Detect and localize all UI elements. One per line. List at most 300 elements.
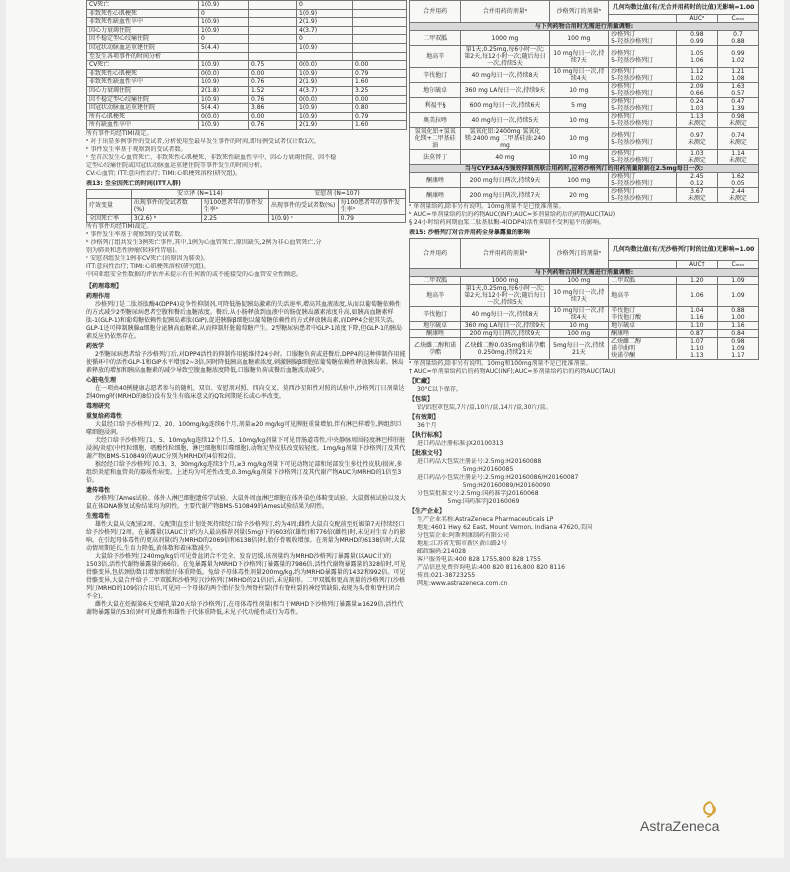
table-cell <box>353 35 407 44</box>
t13-cell: 1(0.9) ᶜ <box>268 214 338 223</box>
table-cell: 0(0.0) <box>297 61 353 70</box>
t13-cell: 0.79 <box>338 214 405 223</box>
table-cell: 1(0.9) <box>297 112 353 121</box>
paragraph: 猴经经口给予沙格列汀0.3、3、30mg/kg连续3个月,≥3 mg/kg剂量下可见动物足部和尾部发生多灶性皮肤/损害,多组织炎症和血管炎的器质性病变。上述均为可逆性改变,0.3mg/kg剂量下沙格列汀及其代谢产物AUC为MRHD的1倍至3倍。 <box>86 461 403 485</box>
table-row <box>410 98 759 113</box>
table-cell: 二甲双胍 <box>410 277 461 285</box>
table-cell: 非致死性心肌梗死 <box>87 69 199 78</box>
t14-empty <box>609 15 677 23</box>
section-heading: 遗传毒性 <box>86 487 111 495</box>
t15-col4: 几何均数比值(有/无沙格列汀时的比值)无影响=1.00 <box>609 239 759 261</box>
t13-group2: 安慰剂 (N=107) <box>268 189 405 198</box>
table-cell: 利福平§ <box>410 98 461 113</box>
table-row <box>87 121 407 130</box>
t15-col3: 沙格列汀的剂量ᵃ <box>549 239 609 269</box>
table-row <box>410 68 759 83</box>
table-cell: 0.76 <box>249 95 297 104</box>
footnote: CV:心血管; ITT:意向性治疗; TIMI:心肌梗死溶栓(研究组)。 <box>86 169 242 177</box>
table-cell: 沙格列汀 5-羟基沙格列汀 <box>609 128 677 150</box>
table-cell: 0.00 <box>353 61 407 70</box>
info-line: 铝/铝泡罩包装,7片/盒,10片/盒,14片/盒,30片/盒。 <box>417 404 552 411</box>
table-cell: 5mg每日一次,持续21天 <box>549 338 609 360</box>
table-row <box>410 46 759 68</box>
table-cell: 1.04 1.16 <box>676 307 717 322</box>
table-cell: 1000 mg <box>461 277 549 285</box>
paragraph: 沙格列汀是二肽基肽酶4(DPP4)竞争性抑制剂,可降低肠促胰岛激素的失活速率,增高其血液浓度,从而以葡萄糖依赖性的方式减少2型糖尿病患者空腹和餐后血糖浓度。餐后,从小肠释放到血液中的肠促胰岛激素浓度升高,如胰高血糖素样肽-1(GLP-1)和葡萄糖依赖性促胰岛素肽(GIP),促进胰腺β细胞以葡萄糖依赖性的方式释放胰岛素,而DPP4会使其失活。GLP-1还可抑制胰腺α细胞分泌胰高血糖素,从而抑制肝脏葡萄糖产生。2型糖尿病患者中GLP-1浓度下降,但GLP-1的胰岛素反应仍依然存在。 <box>86 301 402 341</box>
table15 <box>409 238 759 360</box>
table-cell: 地高辛 <box>410 285 461 307</box>
table-cell: 0.98 1.09 1.17 <box>717 338 758 360</box>
t14-col3: 沙格列汀的剂量ᵃ <box>549 1 609 23</box>
t15-col1: 合并用药 <box>410 239 461 269</box>
table-cell: 5(4.4) <box>199 104 249 113</box>
table-cell: 2.45 0.12 <box>676 173 717 188</box>
table-cell: 氢氧化铝:2400mg 氢氧化镁:2400 mg 二甲基硅油:240 mg <box>461 128 549 150</box>
table-cell: 4(3.7) <box>297 26 353 35</box>
table-cell: 乙炔雌二醇0.035mg和诺孕酯0.250mg,持续21天 <box>461 338 549 360</box>
info-line: 地址:4601 Hwy 62 East, Mount Vernon, Indiana 47620,美国 <box>417 524 592 531</box>
info-line: 进口药品注册标准:JX20100313 <box>417 440 504 447</box>
table-cell: 第1天,0.25mg,每6小时一次;第2天,每12小时一次;随后每日一次,持续5天 <box>461 46 549 68</box>
table-cell: 100 mg <box>549 173 609 188</box>
footnote: ᵇ 事件发生率基于观察到的受试者数。 <box>86 145 187 153</box>
table-cell: 0.84 <box>717 330 758 338</box>
info-line: 邮政编码:214028 <box>417 548 466 555</box>
table-cell: 0.97 未测定 <box>676 128 717 150</box>
table-cell <box>249 9 297 18</box>
table-cell: 地高辛 <box>410 46 461 68</box>
table13 <box>86 189 406 223</box>
table-cell: 1.06 <box>676 285 717 307</box>
table-cell: 1.16 <box>717 322 758 330</box>
table-row <box>87 35 407 44</box>
swirl-icon <box>698 800 722 820</box>
t13-cell: 2.25 <box>201 214 268 223</box>
t14-section-2: 当与CYP3A4/5强效抑制剂联合用药时,应将沙格列汀的用药剂量限制在2.5mg每日一次: <box>410 165 759 173</box>
footnote: ᵃ 事件发生率基于观察到的受试者数。 <box>86 231 187 239</box>
table-cell <box>353 43 407 52</box>
paragraph: 犬经口给予沙格列汀1、5、10mg/kg连续12个月,5、10mg/kg剂量下可见胃肠道毒性,中央静脉周围轻度淋巴样肝脏浸润/炎症(中性粒细胞、嗜酸性粒细胞、淋巴细胞和巨噬细胞),动物足垫皮肤改变较轻度。1mg/kg剂量下沙格列汀及其代谢产物(BMS-510849)的AUC分别为MRHD的4倍和2倍。 <box>86 437 406 461</box>
table-cell: 1.07 1.10 1.13 <box>676 338 717 360</box>
leaflet-page <box>6 0 784 858</box>
table-cell: 1.60 <box>353 121 407 130</box>
table-cell <box>353 52 407 61</box>
table-cell: 0.24 1.03 <box>676 98 717 113</box>
table-cell: 2(1.9) <box>297 121 353 130</box>
table-cell: 0.98 未测定 <box>717 113 758 128</box>
table-cell: 10 mg每日一次,持续4天 <box>549 68 609 83</box>
footnote: 别为肺炎和恶性肿瘤(转移性胃癌)。 <box>86 247 181 255</box>
table13-caption: 表13: 至全因死亡的时间(ITT人群) <box>86 179 181 187</box>
footnote: † AUC=单剂量给药后的药物AUC(INF);AUC=多剂量给药后的药物AUC(TAU) <box>409 368 616 375</box>
table-cell: 0.00 <box>353 95 407 104</box>
info-line: 进口药品小包装注册证号:2.5mg:H20160086/H20160087 <box>417 474 579 481</box>
footnote: ᵃ 单剂量给药,除非另有说明。10mg剂量不是已批准剂量。 <box>409 203 565 210</box>
table-cell: 40 mg每日一次,持续8天 <box>461 68 549 83</box>
table-cell: 1.60 <box>353 78 407 87</box>
table-cell: 200 mg每日两次,持续7天 <box>461 188 549 203</box>
table-row <box>410 173 759 188</box>
table-cell: 40 mg每日一次,持续5天 <box>461 113 549 128</box>
table-cell: 1(0.9) <box>297 43 353 52</box>
footnote: ᶜ 至首次发生心血管死亡、非致死性心肌梗死、非致死性缺血性卒中、因心力衰竭住院、因不稳 <box>86 153 337 161</box>
section-heading: 【药理毒理】 <box>86 283 123 291</box>
footnote: 中国亚组安全性数据的评估并未提示有任何新的或不能接受的心血管安全性顾虑。 <box>86 271 303 279</box>
table-cell: 因不稳定型心绞痛住院 <box>87 95 199 104</box>
table-cell: 10 mg <box>549 322 609 330</box>
table-cell: 1(0.9) <box>199 78 249 87</box>
table-cell: 1.10 <box>676 322 717 330</box>
table-cell: 5 mg <box>549 98 609 113</box>
table-cell: 2(1.9) <box>297 18 353 27</box>
table-cell: 20 mg <box>549 188 609 203</box>
table-row <box>87 69 407 78</box>
table-cell: 酮康唑 <box>410 330 461 338</box>
table-cell: 因冠状动脉血运重建住院 <box>87 43 199 52</box>
table-cell: 0(0.0) <box>199 112 249 121</box>
table-row <box>87 86 407 95</box>
table-row <box>87 61 407 70</box>
info-line: 36个月 <box>417 422 437 429</box>
info-line: 分包装企业:阿斯利康制药有限公司 <box>417 532 510 539</box>
table-cell: 法莫替丁 <box>410 150 461 165</box>
table-cell: 2.09 0.66 <box>676 83 717 98</box>
t13-subcol: 出现事件的受试者数 (%) <box>131 198 201 214</box>
table-cell: 200 mg每日两次,持续9天 <box>461 173 549 188</box>
table-cell <box>353 26 407 35</box>
t14-auc: AUCᵃ <box>676 15 717 23</box>
table-cell: 因心力衰竭住院 <box>87 86 199 95</box>
table-cell: 沙格列汀 5-羟基沙格列汀 <box>609 113 677 128</box>
table-cell: 200 mg每日两次,持续9天 <box>461 330 549 338</box>
table-cell: 非致死性心肌梗死 <box>87 9 199 18</box>
section-heading: 【贮藏】 <box>409 378 434 385</box>
table-cell: 沙格列汀 5-羟基沙格列汀 <box>609 188 677 203</box>
table-cell: 1(0.9) <box>199 1 249 10</box>
table-cell: 2(1.8) <box>199 86 249 95</box>
table-cell: CV死亡 <box>87 1 199 10</box>
table-cell <box>249 18 297 27</box>
table-cell: 1.52 <box>249 86 297 95</box>
table-row <box>410 330 759 338</box>
table-row <box>87 78 407 87</box>
table15-notes <box>409 360 759 376</box>
t13-subcol: 出现事件的受试者数(%) <box>268 198 338 214</box>
table-row <box>410 322 759 330</box>
table-cell: 乙炔雌二醇 诺孕曲明 炔诺孕酮 <box>609 338 677 360</box>
events-table-notes <box>86 130 406 178</box>
table-cell: 因不稳定型心绞痛住院 <box>87 35 199 44</box>
table-row <box>87 95 407 104</box>
info-line: 30°C以下保存。 <box>417 386 462 393</box>
paragraph: 雌性大鼠在妊娠第6天至哺乳第20天给予沙格列汀,在母体毒性剂量(相当于MRHD下沙格列汀暴露量≥1629倍,活性代谢物暴露量的53倍)时可见雌性和雄性子代体重降低,未见子代功能性或行为毒性。 <box>86 601 404 617</box>
table-cell: 10 mg每日一次,持续7天 <box>549 46 609 68</box>
table-cell: 乙炔雌二醇和诺孕酯 <box>410 338 461 360</box>
footnote: ᵃ 对于出显多例事件的受试者,分析使用至最早发生事件的时间,即每例受试者仅计数1次。 <box>86 137 320 145</box>
table-cell: CV死亡 <box>87 61 199 70</box>
footnote: ᵃ 单剂量给药,除非另有说明。10mg和100mg剂量不是已批准剂量。 <box>409 360 592 367</box>
t13-cell: 全因死亡率 <box>87 214 132 223</box>
footnote: 所有事件均经TIMI裁定。 <box>86 223 153 231</box>
t13-subcol: 每100患者年的事件发生率ᵃ <box>338 198 405 214</box>
table-cell: 地尔硫卓 <box>410 322 461 330</box>
right-column <box>409 0 759 588</box>
pharmacology-section <box>86 283 406 617</box>
section-heading: 心脏电生理 <box>86 377 117 385</box>
table-cell: 3.25 <box>353 86 407 95</box>
table-cell: 2.44 未测定 <box>717 188 758 203</box>
section-heading: 药效学 <box>86 343 105 351</box>
t13-subcol: 每100患者年的事件发生率ᵃ <box>201 198 268 214</box>
table-row <box>87 18 407 27</box>
logo-text: AstraZeneca <box>640 818 720 834</box>
table-cell: 0.79 <box>353 112 407 121</box>
t14-col4: 几何均数比值(有/无合并用药时的比值)无影响=1.00 <box>609 1 759 15</box>
t15-cmax: Cₘₐₓ <box>717 261 758 269</box>
table-cell: 1.13 未测定 <box>676 113 717 128</box>
paragraph: 大鼠经口给予沙格列汀2、20、100mg/kg连续6个月,剂量≥20 mg/kg可见脾脏重量增加,伴有淋巴样增生,脾组织巨噬细胞浸润。 <box>86 421 402 437</box>
table-row <box>87 52 407 61</box>
table-cell: 沙格列汀 5-羟基沙格列汀 <box>609 46 677 68</box>
table-cell <box>249 26 297 35</box>
section-heading: 【包装】 <box>409 396 434 403</box>
paragraph: 在一项由40例健康志愿者参与的随机、双盲、安慰剂对照、四向交叉、莫西沙星阳性对照的试验中,沙格列汀日剂量达到40mg时(MRHD的8倍)没有发生有临床意义的QTc间期延长或心率改变。 <box>86 385 405 401</box>
table-cell: 360 mg LA每日一次,持续9天 <box>461 83 549 98</box>
table-row <box>410 307 759 322</box>
t13-empty-head <box>87 189 132 198</box>
table-cell: 0 <box>297 1 353 10</box>
table-row <box>87 112 407 121</box>
table-cell: 第1天,0.25mg,每6小时一次;第2天,每12小时一次;随后每日一次,持续5天 <box>461 285 549 307</box>
table-cell: 沙格列汀 5-羟基沙格列汀 <box>609 31 677 46</box>
table-cell: 100 mg <box>549 330 609 338</box>
table-row <box>410 113 759 128</box>
footnote: 所有事件均经TIMI裁定。 <box>86 129 153 137</box>
table-cell: 0.47 1.39 <box>717 98 758 113</box>
table-row <box>410 188 759 203</box>
t14-cmax: Cₘₐₓ <box>717 15 758 23</box>
table-cell: 10 mg每日一次,持续7天 <box>549 285 609 307</box>
table-cell: 1(0.9) <box>199 18 249 27</box>
table-cell: 0.79 <box>353 69 407 78</box>
table-cell: 二甲双胍 <box>410 31 461 46</box>
info-line: 5mg:国药准字J20160069 <box>417 498 520 505</box>
table-cell: 0.00 <box>249 69 297 78</box>
table-cell: 地尔硫卓 <box>410 83 461 98</box>
table-cell: 1(0.9) <box>199 26 249 35</box>
t15-section: 与下列药物合用时无需进行剂量调整: <box>410 269 759 277</box>
table-cell: 1(0.9) <box>199 121 249 130</box>
table-row <box>410 150 759 165</box>
table-cell <box>249 35 297 44</box>
table-cell: 因心力衰竭住院 <box>87 26 199 35</box>
table-cell: 0.00 <box>249 112 297 121</box>
table-cell: 辛伐他汀 <box>410 68 461 83</box>
paragraph: 2型糖尿病患者给予沙格列汀后,对DPP4活性的抑制作用能维持24小时。口服糖负荷或进餐后,DPP4的这种抑制作用能使循环中的活性GLP-1和GIP水平增加2~3倍,同时降低胰高血糖素浓度,刺激胰腺β细胞依葡萄糖依赖性释放胰岛素。胰岛素释放的增加和胰高血糖素的减少导致空腹血糖浓度降低,口服糖负荷或餐后血糖波动减少。 <box>86 351 406 375</box>
table13-notes <box>86 223 406 279</box>
events-table <box>86 0 407 130</box>
info-line: 5mg:H20160089/H20160090 <box>417 482 551 489</box>
table-cell: 所有心肌梗死 <box>87 112 199 121</box>
table-cell <box>353 1 407 10</box>
table-cell: 沙格列汀 5-羟基沙格列汀 <box>609 68 677 83</box>
table-cell: 10 mg每日一次,持续4天 <box>549 307 609 322</box>
table-cell: 100 mg <box>549 31 609 46</box>
section-heading: 重复给药毒性 <box>86 413 123 421</box>
table14 <box>409 0 759 203</box>
table-cell: 1.14 未测定 <box>717 150 758 165</box>
table-cell: 非致死性缺血性卒中 <box>87 78 199 87</box>
table-cell: 辛伐他汀 <box>410 307 461 322</box>
t13-cell: 3(2.6) ᵇ <box>131 214 201 223</box>
table-cell <box>249 1 297 10</box>
astrazeneca-logo <box>636 800 756 840</box>
footnote: 定型心绞痛住院或因冠状动脉血运重建住院等事件发生的时间分析。 <box>86 161 267 169</box>
table-cell: 0 <box>199 35 249 44</box>
table-cell: 2(1.9) <box>297 78 353 87</box>
table-cell: 40 mg每日一次,持续8天 <box>461 307 549 322</box>
table-cell: 1.03 未测定 <box>676 150 717 165</box>
info-line: 进口药品大包装注册证号:2.5mg:H20160088 <box>417 458 542 465</box>
table-cell: 沙格列汀 5-羟基沙格列汀 <box>609 98 677 113</box>
table-cell: 0.98 0.99 <box>676 31 717 46</box>
table-cell: 0(0.0) <box>199 69 249 78</box>
footnote: ᶜ 安慰剂组发生1例非CV死亡(的原因为肺炎)。 <box>86 255 209 263</box>
table-cell: 40 mg <box>461 150 549 165</box>
section-heading: 药理作用 <box>86 293 111 301</box>
product-info <box>409 378 759 588</box>
section-heading: 毒理研究 <box>86 403 111 411</box>
footnote: § 24小时给药间期血浆二肽基肽酶-4(DDP4)活性抑制不受利福平的影响。 <box>409 219 605 226</box>
table-cell: 360 mg LA每日一次,持续9天 <box>461 322 549 330</box>
table-cell: 1.12 1.02 <box>676 68 717 83</box>
table-cell: 1.09 <box>717 277 758 285</box>
table-cell: 1.62 0.05 <box>717 173 758 188</box>
table-cell: 酮康唑 <box>410 188 461 203</box>
table-cell: 0.75 <box>249 61 297 70</box>
t14-col2: 合并用药的剂量ᵃ <box>461 1 549 23</box>
table-row <box>410 128 759 150</box>
section-heading: 【有效期】 <box>409 414 440 421</box>
info-line: 产品信息免费咨询电话:400 820 8116,800 820 8116 <box>417 564 565 571</box>
table-cell: 地尔硫卓 <box>609 322 677 330</box>
paragraph: 大鼠给予沙格列汀240mg/kg后可见骨盆闭合不完全、发育迟缓,该剂量约为MRHD沙格列汀暴露量(以AUC计)的1503倍,活性代谢物暴露量的66倍。在兔暴露量为MRHD下沙格列汀暴露量的7986倍,活性代谢物暴露量的328倍时,可见骨骼变异,包括颈肋数目增加和胎仔体重降低。兔给予母体毒性剂量200mg/kg,约为MRHD暴露量的1432和992倍。可见骨骼变异,大鼠合并给予二甲双胍和沙格列汀(沙格列汀MRHD的21倍)后,未见畸形。二甲双胍和更高剂量的沙格列汀(沙格列汀MRHD的109倍)合用后,可见同一个母体的两个胎仔发生颅脊柱裂(伴有脊柱裂的神经管缺陷,表现为头骨和脊柱闭合不全)。 <box>86 553 406 601</box>
table-row <box>87 104 407 113</box>
footnote: ᵇ 沙格列汀组共发生3例死亡事件,其中,1例为心血管死亡,原因缺失,2例为非心血管死亡,分 <box>86 239 322 247</box>
table-cell <box>199 52 249 61</box>
table-cell: 1000 mg <box>461 31 549 46</box>
info-line: 生产企业名称:AstraZeneca Pharmaceuticals LP <box>417 516 554 523</box>
table-cell: 1.21 1.08 <box>717 68 758 83</box>
table-cell: 0.76 <box>249 121 297 130</box>
table-cell: 酮康唑 <box>609 330 677 338</box>
footnote: ITT:意向性治疗; TIMI:心肌梗死溶栓(研究组)。 <box>86 263 210 271</box>
table-cell: 沙格列汀 5-羟基沙格列汀 <box>609 173 677 188</box>
table-cell: 1(0.9) <box>297 9 353 18</box>
table-row <box>410 83 759 98</box>
t15-col2: 合并用药的剂量ᵃ <box>461 239 549 269</box>
table-cell: 奥美拉唑 <box>410 113 461 128</box>
table-cell: 酮康唑 <box>410 173 461 188</box>
t13-col0: 疗效变量 <box>87 198 132 214</box>
paragraph: 雄性大鼠从交配前2周、交配期直至计划处死持续经口给予沙格列汀,约为4周;雌性大鼠自交配前至妊娠第7天持续经口给予沙格列汀2周。在暴露量(以AUC计)约为人最高推荐剂量(5mg)下的603倍(雄性)和776倍(雌性)时,未见对生育力的影响。在引起母体毒性的更高剂量(约为MRHD的2069倍和6138倍)时,胎仔骨吸收增加。在剂量为MRHD的6138倍时,大鼠动情周期延长,生育力降低,黄体数和着床数减少。 <box>86 521 406 553</box>
table-cell: 0.7 0.88 <box>717 31 758 46</box>
table-cell <box>249 43 297 52</box>
table-cell: 0.80 <box>353 104 407 113</box>
footnote: ᵇ AUC=单剂量给药后的药物AUC(INF);AUC=多剂量给药后的药物AUC(TAU) <box>409 211 616 218</box>
table-cell: 0.74 未测定 <box>717 128 758 150</box>
section-heading: 【生产企业】 <box>409 508 446 515</box>
table-row <box>410 31 759 46</box>
table-row <box>410 338 759 360</box>
table-cell <box>353 18 407 27</box>
table-row <box>87 9 407 18</box>
table-cell: 0.88 1.00 <box>717 307 758 322</box>
table-row <box>87 1 407 10</box>
table-cell: 二甲双胍 <box>609 277 677 285</box>
table-cell: 4(3.7) <box>297 86 353 95</box>
table-cell: 1(0.9) <box>199 61 249 70</box>
table-cell: 至发生各项事件的时间分析 <box>87 52 199 61</box>
table-cell: 3.86 <box>249 104 297 113</box>
table-cell: 地高辛 <box>609 285 677 307</box>
table-cell: 0(0.0) <box>297 95 353 104</box>
table-cell: 1(0.9) <box>199 95 249 104</box>
table-cell: 1(0.9) <box>297 104 353 113</box>
info-line: 分包装批准文号:2.5mg:国药准字J20160068 <box>417 490 539 497</box>
table-cell: 600 mg每日一次,持续6天 <box>461 98 549 113</box>
section-heading: 生殖毒性 <box>86 513 111 521</box>
t15-empty <box>609 261 677 269</box>
table-cell: 1.05 1.06 <box>676 46 717 68</box>
table-cell: 0 <box>199 9 249 18</box>
table-cell: 1.20 <box>676 277 717 285</box>
t14-section-1: 与下列药物合用时无需进行剂量调整: <box>410 23 759 31</box>
info-line: 5mg:H20160085 <box>417 466 514 473</box>
table-cell: 沙格列汀 5-羟基沙格列汀 <box>609 150 677 165</box>
table-cell: 氢氧化铝+氢氧化镁+二甲基硅油 <box>410 128 461 150</box>
table-cell: 10 mg <box>549 128 609 150</box>
table-cell: 因冠状动脉血运重建住院 <box>87 104 199 113</box>
table-cell <box>297 52 353 61</box>
table-cell: 100 mg <box>549 277 609 285</box>
info-line: 网址:www.astrazeneca.com.cn <box>417 580 508 587</box>
table-row <box>410 285 759 307</box>
info-line: 地址:江苏省无锡市新区黄山路2号 <box>417 540 507 547</box>
info-line: 客户服务电话:400 828 1755,800 828 1755 <box>417 556 541 563</box>
section-heading: 【批准文号】 <box>409 450 446 457</box>
table-cell: 0.99 1.02 <box>717 46 758 68</box>
table-row <box>410 277 759 285</box>
table-cell: 10 mg <box>549 150 609 165</box>
t13-group1: 安立泽 (N=114) <box>131 189 268 198</box>
table-cell: 1.09 <box>717 285 758 307</box>
table-cell: 沙格列汀 5-羟基沙格列汀 <box>609 83 677 98</box>
table-cell <box>353 9 407 18</box>
t14-col1: 合并用药 <box>410 1 461 23</box>
table-cell: 0 <box>297 35 353 44</box>
table-row <box>87 43 407 52</box>
table-cell: 0.76 <box>249 78 297 87</box>
left-column <box>86 0 406 617</box>
info-line: 传真:021-38723255 <box>417 572 476 579</box>
table-cell: 非致死性缺血性卒中 <box>87 18 199 27</box>
table15-caption: 表15: 沙格列汀对合并用药全身暴露量的影响 <box>409 229 530 236</box>
table-cell: 3.67 未测定 <box>676 188 717 203</box>
t15-auc: AUC† <box>676 261 717 269</box>
table-cell: 5(4.4) <box>199 43 249 52</box>
table-cell: 10 mg <box>549 113 609 128</box>
